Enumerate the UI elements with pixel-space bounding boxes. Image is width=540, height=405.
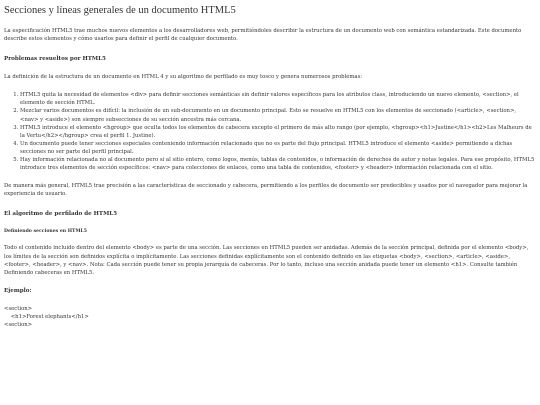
problems-intro-paragraph: La definición de la estructura de un documento en HTML 4 y su algoritmo de perfilado es muy tosco y genera numerosos problemas: — [4, 74, 363, 81]
list-item: 3. HTML5 introduce el elemento <hgroup> que oculta todos los elementos de cabecera excepto el primero de más alto rango (por ejemplo, <hgroup><h1>Justine</h1><h2>Les Malheurs de la Vertu</h2></hgroup> crea el perfil 1. Justine). — [20, 124, 536, 140]
list-item: 5. Hay información relacionada no al documento pero si al sitio entero, como logos, menús, tablas de contenidos, o información de derechos de autor y notas legales. Para ese propósito, HTML5 introduce tres elementos de sección específicos: <nav> para colecciones de enlaces, como una tabla de contenidos, <footer> y <header> información relacionada con el sitio. — [20, 156, 536, 172]
problems-closing-paragraph: De manera más general, HTML5 trae precisión a las características de seccionado y cabecera, permitiendo a los perfiles de documento ser predecibles y usados por el navegador para mejorar la experiencia de usuario. — [4, 183, 528, 198]
code-line: <section> — [4, 321, 33, 328]
intro-paragraph: La especificación HTML5 trae muchos nuevos elementos a los desarrolladores web, permitiéndoles describir la estructura de un documento web con semántica estandarizada. Este documento describe estos elementos y cómo usarlos para definir el perfil de cualquier documento. — [4, 28, 522, 43]
code-line: <section> — [4, 305, 33, 312]
section-heading-problems: Problemas resueltos por HTML5 — [4, 56, 106, 63]
list-item: 1. HTML5 quita la necesidad de elementos <div> para definir secciones semánticas sin definir valores específicos para los atributos class, introduciendo un nuevo elemento, <section>, el elemento de sección HTML. — [20, 91, 536, 107]
subsection-heading-defining-sections: Definiendo secciones en HTML5 — [4, 229, 87, 235]
list-item: 4. Un documento puede tener secciones especiales conteniendo información relacionado que no es parte del flujo principal. HTML5 introduce el elemento <aside> permitiendo a dichas secciones no ser parte del perfil principal. — [20, 140, 536, 156]
defining-sections-paragraph: Todo el contenido incluido dentro del elemento <body> es parte de una sección. Las secciones en HTML5 pueden ser anidadas. Además de la sección principal, definida por el elemento <body>, los límites de la sección son definidos explícita o implícitamente. Las secciones definidas explícitamente son el contenido definido en las etiquetas <body>, <section>, <article>, <aside>, <footer>, <header>, y <nav>. Nota: Cada sección puede tener su propia jerarquía de cabeceras. Por lo tanto, incluso una sección anidada puede tener un elemento <h1>. Consulte también Definiendo cabeceras en HTML5. — [4, 245, 529, 276]
section-heading-algorithm: El algoritmo de perfilado de HTML5 — [4, 211, 118, 218]
example-label: Ejemplo: — [4, 287, 32, 294]
page-title: Secciones y líneas generales de un documento HTML5 — [4, 5, 236, 16]
code-example — [4, 305, 536, 329]
code-line: <h1>Forest elephants</h1> — [4, 313, 89, 320]
list-item: 2. Mezclar varios documentos es difícil: la inclusión de un sub-documento en un documento principal. Esto se resuelve en HTML5 con los elementos de seccionado (<article>, <section>, <nav> y <aside>) son siempre subsecciones de su sección ancestra más cercana. — [20, 107, 536, 123]
problems-list — [4, 91, 536, 172]
